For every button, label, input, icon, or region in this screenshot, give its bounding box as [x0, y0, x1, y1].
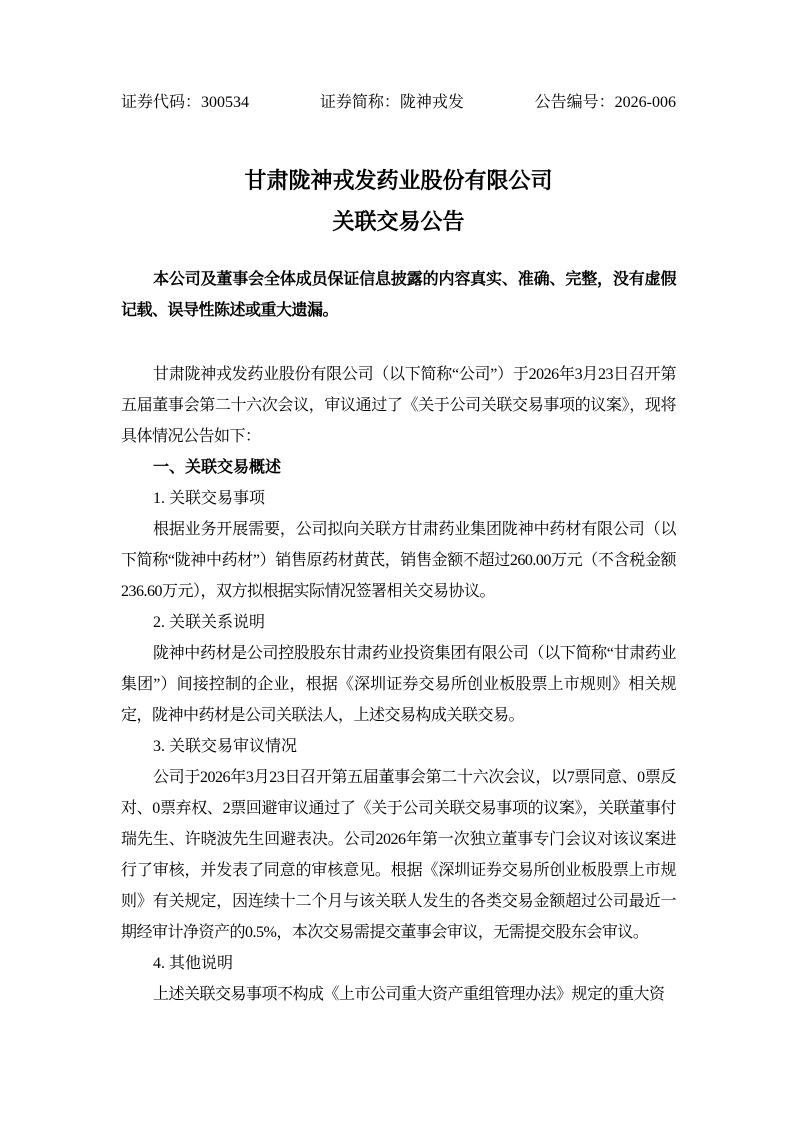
- item-2-paragraph: 陇神中药材是公司控股股东甘肃药业投资集团有限公司（以下简称“甘肃药业集团”）间接控制的企业，根据《深圳证券交易所创业板股票上市规则》相关规定，陇神中药材是公司关联法人，上述交易构成关联交易。: [121, 645, 676, 724]
- intro-paragraph: 甘肃陇神戎发药业股份有限公司（以下简称“公司”）于2026年3月23日召开第五届董事会第二十六次会议，审议通过了《关于公司关联交易事项的议案》，现将具体情况公告如下：: [121, 366, 676, 445]
- item-2-heading: 2. 关联关系说明: [153, 614, 266, 631]
- item-3-paragraph: 公司于2026年3月23日召开第五届董事会第二十六次会议，以7票同意、0票反对、0票弃权、2票回避审议通过了《关于公司关联交易事项的议案》，关联董事付瑞先生、许晓波先生回避表决。公司2026年第一次独立董事专门会议对该议案进行了审核，并发表了同意的审核意见。根据《深圳证券交易所创业板股票上市规则》有关规定，因连续十二个月与该关联人发生的各类交易金额超过公司最近一期经审计净资产的0.5%，本次交易需提交董事会审议，无需提交股东会审议。: [121, 769, 676, 941]
- item-4-paragraph: 上述关联交易事项不构成《上市公司重大资产重组管理办法》规定的重大资: [153, 986, 665, 1003]
- disclaimer-notice: 本公司及董事会全体成员保证信息披露的内容真实、准确、完整，没有虚假记载、误导性陈述或重大遗漏。: [121, 271, 676, 319]
- company-name-line: 甘肃陇神戎发药业股份有限公司: [244, 168, 553, 193]
- item-1-heading: 1. 关联交易事项: [153, 490, 266, 507]
- announcement-number: 公告编号：2026-006: [534, 94, 676, 111]
- document-title: [121, 160, 676, 242]
- item-3-heading: 3. 关联交易审议情况: [153, 738, 298, 755]
- announcement-subject-line: 关联交易公告: [332, 209, 465, 234]
- document-content: [121, 92, 676, 1010]
- document-header: [121, 92, 676, 114]
- item-4-heading: 4. 其他说明: [153, 955, 234, 972]
- document-body: [121, 359, 676, 1010]
- item-1-paragraph: 根据业务开展需要，公司拟向关联方甘肃药业集团陇神中药材有限公司（以下简称“陇神中药材”）销售原药材黄芪，销售金额不超过260.00万元（不含税金额236.60万元），双方拟根据实际情况签署相关交易协议。: [121, 521, 676, 600]
- section-1-heading: 一、关联交易概述: [153, 459, 282, 476]
- stock-code: 证券代码：300534: [121, 94, 250, 111]
- stock-name: 证券简称：陇神戎发: [319, 94, 464, 111]
